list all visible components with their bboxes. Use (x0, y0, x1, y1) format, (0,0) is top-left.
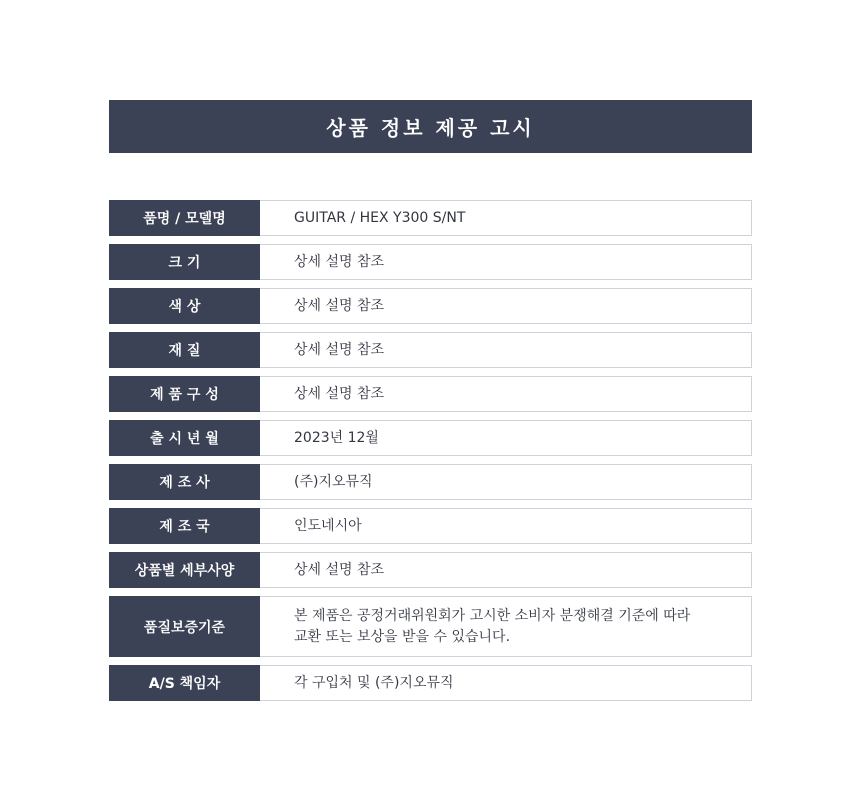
row-value: 상세 설명 참조 (260, 552, 752, 588)
row-value (260, 596, 752, 657)
row-value: 상세 설명 참조 (260, 244, 752, 280)
row-label: 품명 / 모델명 (109, 200, 260, 236)
row-value: 상세 설명 참조 (260, 332, 752, 368)
row-label: 제 조 국 (109, 508, 260, 544)
row-label: 품질보증기준 (109, 596, 260, 657)
row-value: 2023년 12월 (260, 420, 752, 456)
row-label: 색 상 (109, 288, 260, 324)
row-label: 크 기 (109, 244, 260, 280)
table-row-specs (109, 552, 752, 588)
table-row-manufacturer (109, 464, 752, 500)
table-row-color (109, 288, 752, 324)
row-value-line: 교환 또는 보상을 받을 수 있습니다. (294, 628, 511, 645)
row-value: GUITAR / HEX Y300 S/NT (260, 200, 752, 236)
row-value-line: 본 제품은 공정거래위원회가 고시한 소비자 분쟁해결 기준에 따라 (294, 607, 691, 624)
row-value: 상세 설명 참조 (260, 376, 752, 412)
table-row-components (109, 376, 752, 412)
table-row-country (109, 508, 752, 544)
page-title: 상품 정보 제공 고시 (109, 100, 752, 153)
row-label: 상품별 세부사양 (109, 552, 260, 588)
row-label: 제 품 구 성 (109, 376, 260, 412)
product-info-table (109, 200, 752, 709)
table-row-quality-guarantee (109, 596, 752, 657)
table-row-size (109, 244, 752, 280)
table-row-as-contact (109, 665, 752, 701)
row-value: 각 구입처 및 (주)지오뮤직 (260, 665, 752, 701)
table-row-product-name (109, 200, 752, 236)
row-label: 출 시 년 월 (109, 420, 260, 456)
row-label: A/S 책임자 (109, 665, 260, 701)
row-value: 상세 설명 참조 (260, 288, 752, 324)
row-label: 재 질 (109, 332, 260, 368)
row-value: (주)지오뮤직 (260, 464, 752, 500)
row-label: 제 조 사 (109, 464, 260, 500)
table-row-release-date (109, 420, 752, 456)
table-row-material (109, 332, 752, 368)
row-value: 인도네시아 (260, 508, 752, 544)
